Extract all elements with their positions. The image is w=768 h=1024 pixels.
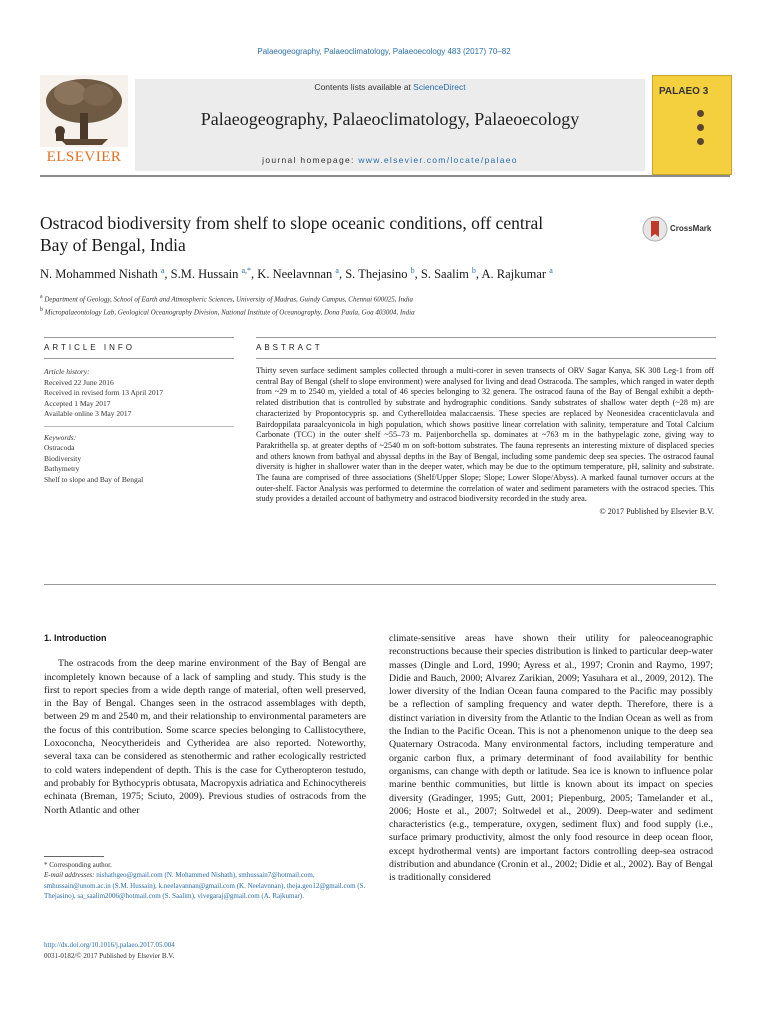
issn-line: 0031-0182/© 2017 Published by Elsevier B.V. — [44, 952, 175, 960]
journal-title: Palaeogeography, Palaeoclimatology, Palaeoecology — [200, 109, 580, 129]
abstract-copyright: © 2017 Published by Elsevier B.V. — [599, 507, 714, 517]
crossmark-label: CrossMark — [670, 224, 712, 233]
journal-citation-link[interactable]: Palaeogeography, Palaeoclimatology, Palaeoecology 483 (2017) 70–82 — [257, 47, 511, 56]
journal-cover-thumbnail[interactable] — [652, 75, 732, 175]
cover-fossil-icon — [697, 110, 704, 117]
author-affiliation-sup[interactable]: a — [549, 266, 553, 275]
article-title-line: Bay of Bengal, India — [40, 235, 186, 255]
author-affiliation-sup[interactable]: b — [471, 266, 476, 275]
email-links[interactable]: nishathgeo@gmail.com (N. Mohammed Nishath), smhussain7@hotmail.com, smhussain@unom.ac.in (S.M. Hussain), k.neelavannan@gmail.com (K. Neelavnnan), theja.geo12@gmail.com (S. Thejasino), sa_saalim2006@hotmail.com (S. Saalim), vivegaraj@gmail.com (A. Rajkumar). — [44, 871, 366, 900]
article-title-line: Ostracod biodiversity from shelf to slope oceanic conditions, off central — [40, 213, 544, 233]
body-column-right — [389, 632, 713, 885]
history-label: Article history: — [44, 367, 90, 376]
keyword: Bathymetry — [44, 464, 80, 473]
crossmark-badge[interactable] — [642, 215, 732, 245]
abstract-heading: ABSTRACT — [256, 343, 323, 352]
section-heading: 1. Introduction — [44, 633, 107, 643]
divider — [44, 337, 234, 338]
divider — [44, 584, 716, 585]
keyword: Shelf to slope and Bay of Bengal — [44, 474, 144, 484]
homepage-prefix: journal homepage: — [262, 155, 359, 165]
body-column-left — [44, 632, 366, 817]
footnote-divider — [44, 856, 104, 857]
homepage-link[interactable]: www.elsevier.com/locate/palaeo — [358, 155, 518, 165]
journal-masthead — [40, 75, 730, 177]
doi-link[interactable]: http://dx.doi.org/10.1016/j.palaeo.2017.05.004 — [44, 941, 175, 949]
publisher-logo-text: ELSEVIER — [46, 149, 122, 165]
article-info-heading: ARTICLE INFO — [44, 343, 135, 352]
author-name: S.M. Hussain — [170, 267, 239, 282]
keyword: Biodiversity — [44, 453, 82, 463]
divider — [44, 426, 234, 427]
divider — [256, 337, 716, 338]
abstract-text: Thirty seven surface sediment samples collected through a multi-corer in seven transects of ORV Sagar Kanya, SK 308 Leg-1 from off central Bay of Bengal (shelf to slope environment) were analysed for living and dead Ostracoda. The samples, which ranged in water depth from ~29 m to 2540 m, yielded a total of 46 species belonging to 32 genera. The ostracod fauna of the Bay of Bengal exhibit a depth-related distribution that is controlled by substrate and hydrographic conditions. Sandy substrates of shallow water depth (~28 m) are characterized by Propontocypris sp. and Cytherelloidea malaccaensis. These species are replaced by Neonesidea cracenticlavula and Bairdoppilata paraalcyonicola in high population, which shows positive linear correlation with salinity, temperature and Total Calcium Carbonate (TCC) in the outer shelf ~55–73 m. Paijenborchella sp. dominates at ~763 m in the bathypelagic zone, giving way to Parakrithella sp. at greater depths of ~2540 m on soft-bottom substrates. The fauna represents an interesting mixture of displaced species and others known from bathyal and abyssal depths in the Bay of Bengal, including some pandemic deep sea species. The ostracod faunal diversity is higher in shallower water than in the deeper water, which may be due to the optimum temperature, pH, salinity and substrate. The fauna are comprised of three associations (Shelf/Upper Slope; Slope; Lower Slope/Abyss). A marked faunal turnover occurs at the outer-shelf. Factor Analysis was performed to determine the correlation of water and sediment parameters with the ostracod species. This study provides a detailed account of bathymetry and ostracod biodiversity recorded in the study area. — [256, 366, 714, 504]
author-name: S. Saalim — [420, 267, 469, 282]
corresponding-author-note: * Corresponding author. — [44, 861, 112, 869]
body-paragraph: The ostracods from the deep marine environment of the Bay of Bengal are incompletely known because of a lack of sampling and study. This study is the first to report species from a wide depth range of material, often well preserved, in the Bay of Bengal. Changes seen in the ostracod assemblages with depth, between 29 m and 2540 m, and their relationship to environmental parameters are the focus of this contribution. Some scarce species belonging to Callistocythere, Loxoconcha, Neocytherideis and Cytheridea are also reported. Noteworthy, several taxa can be considered as stenothermic and rather ecologically restricted to cold waters independent of depth. This is the case for Cytheropteron testudo, and probably for Bythocypris obtusata, Macropyxis adriatica and Echinocythereis echinata (Breman, 1975; Sciuto, 2009). Previous studies of ostracods from the North Atlantic and other — [44, 658, 366, 816]
footnotes — [44, 860, 374, 901]
contents-prefix: Contents lists available at — [314, 82, 414, 92]
article-title — [40, 212, 620, 256]
email-addresses: E-mail addresses: nishathgeo@gmail.com (N. Mohammed Nishath), smhussain7@hotmail.com, smhussain@unom.ac.in (S.M. Hussain), k.neelavannan@gmail.com (K. Neelavnnan), theja.geo12@gmail.com (S. Thejasino), sa_saalim2006@hotmail.com (S. Saalim), vivegaraj@gmail.com (A. Rajkumar). — [44, 871, 366, 900]
affiliation: $^a$ Department of Geology, School of Earth and Atmospheric Sciences, University of Madras, Guindy Campus, Chennai 600025, India — [40, 294, 414, 304]
contents-line — [135, 82, 645, 92]
author-name: N. Mohammed Nishath — [40, 267, 158, 282]
author-name: K. Neelavnnan — [257, 267, 333, 282]
history-item: Available online 3 May 2017 — [44, 409, 132, 418]
author-affiliation-sup[interactable]: a,* — [241, 266, 252, 275]
divider — [44, 358, 234, 359]
crossmark-icon — [642, 215, 668, 245]
abstract-panel — [256, 366, 714, 518]
affiliation: $^b$ Micropalaeontology Lab, Geological Oceanography Division, National Institute of Oceanography, Dona Paula, Goa 403004, India — [40, 307, 415, 317]
cover-fossil-icon — [697, 124, 704, 131]
cover-fossil-icon — [697, 138, 704, 145]
author-list: N. Mohammed Nishath $^a$, S.M. Hussain $^{a,*}$, K. Neelavnnan $^a$, S. Thejasino $^b$, S. Saalim $^b$, A. Rajkumar $^a$ — [40, 266, 553, 282]
author-affiliation-sup[interactable]: a — [160, 266, 165, 275]
author-affiliation-sup[interactable]: b — [410, 266, 415, 275]
cover-number: 3 — [702, 86, 709, 97]
affiliation-list — [40, 292, 730, 319]
keyword: Ostracoda — [44, 443, 75, 452]
article-info-panel — [44, 367, 234, 485]
history-item: Accepted 1 May 2017 — [44, 398, 111, 408]
sciencedirect-link[interactable]: ScienceDirect — [413, 82, 466, 92]
divider — [256, 358, 716, 359]
history-item: Received 22 June 2016 — [44, 377, 114, 387]
author-affiliation-sup[interactable]: a — [335, 266, 339, 275]
cover-title: PALAEO 3 — [659, 86, 709, 97]
journal-info-box — [135, 79, 645, 171]
doi-block — [44, 940, 175, 962]
author-name: A. Rajkumar — [481, 267, 547, 282]
body-paragraph: climate-sensitive areas have shown their utility for paleoceanographic reconstructions because their species distribution is linked to particular deep-water masses (Dingle and Lord, 1990; Ayress et al., 1997; Cronin and Raymo, 1997; Didie and Bauch, 2000; Alvarez Zarikian, 2009; Yasuhara et al., 2009, 2012). The lower diversity of the Indian Ocean fauna compared to the Pacific may possibly be a reflection of sampling frequency and water depth. Therefore, there is a distinct variation in diversity from the Atlantic to the Indian Ocean as well as from the Indian to the Pacific Ocean. This is not a phenomenon unique to the deep sea Quaternary Ostracoda. Many environmental factors, including temperature and organic carbon flux, a primary determinant of food availability for benthic organisms, can change with depth or latitude. Sea ice is known to influence polar marine benthic communities, but little is known about its impact on species diversity (Gradinger, 1995; Gutt, 2001; Piepenburg, 2005; Tamelander et al., 2006; Hoste et al., 2007; Soltwedel et al., 2009). Deep-water and sediment characteristics (e.g., temperature, oxygen, sediment flux) and food supply (i.e., surface primary productivity, almost the only food resource in deep ocean floor, except hydrothermal vents) are important factors controlling deep-sea ostracod distribution and abundance (Cronin et al., 2002; Didie et al., 2002). Bay of Bengal is traditionally considered — [389, 633, 714, 884]
keywords-label: Keywords: — [44, 432, 77, 442]
author-name: S. Thejasino — [345, 267, 408, 282]
history-item: Received in revised form 13 April 2017 — [44, 388, 164, 397]
journal-homepage-line — [135, 155, 645, 165]
